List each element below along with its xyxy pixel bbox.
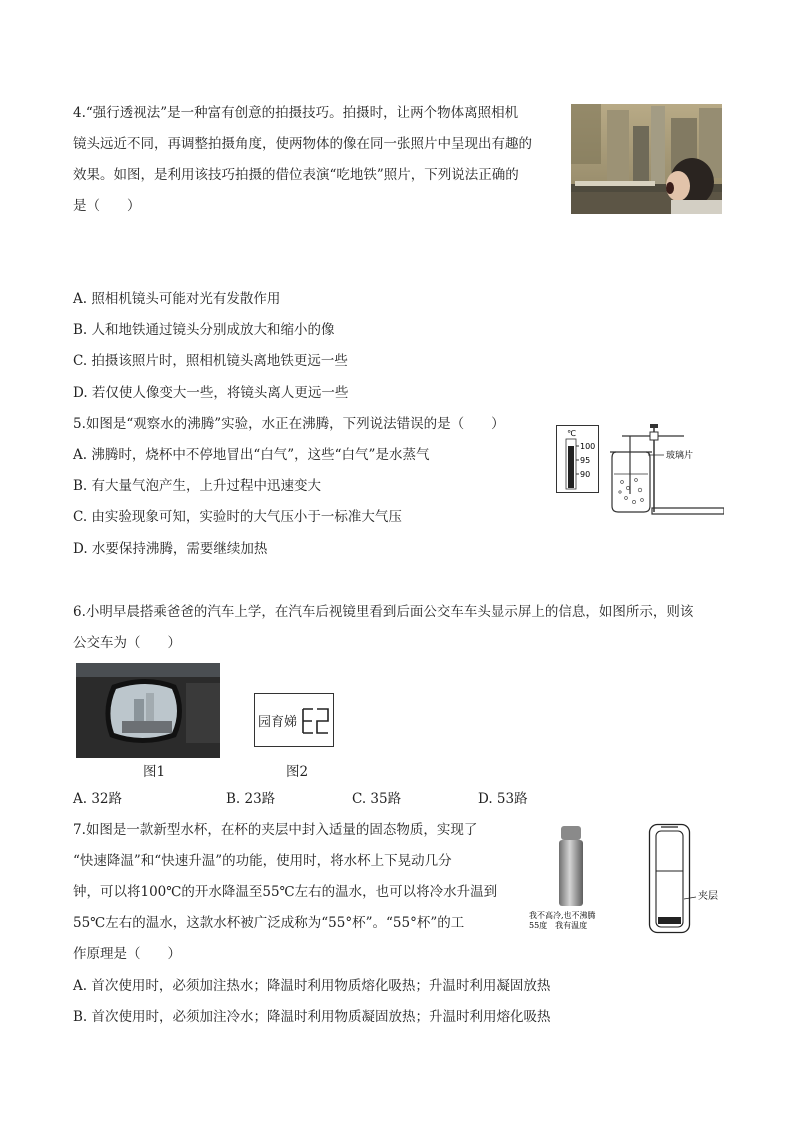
tick-90: 90 [580, 470, 591, 479]
tick-95: 95 [580, 456, 591, 465]
q5-option-a: A. 沸腾时，烧杯中不停地冒出“白气”，这些“白气”是水蒸气 [73, 447, 430, 463]
q4-stem-line-2: 镜头远近不同，再调整拍摄角度，使两物体的像在同一张照片中呈现出有趣的 [73, 136, 532, 152]
fig1-label: 图1 [143, 764, 166, 780]
layer-label: 夹层 [698, 891, 718, 902]
q5-stem: 5.如图是“观察水的沸腾”实验，水正在沸腾，下列说法错误的是（ ） [73, 416, 505, 432]
thermometer-unit: ℃ [567, 429, 576, 438]
q6-mirror-photo [76, 663, 220, 758]
q5-option-b: B. 有大量气泡产生，上升过程中迅速变大 [73, 478, 322, 494]
q7-stem-line-1: 7.如图是一款新型水杯，在杯的夹层中封入适量的固态物质，实现了 [73, 822, 478, 838]
q7-stem-line-3: 钟，可以将100℃的开水降温至55℃左右的温水，也可以将冷水升温到 [73, 884, 498, 900]
boiling-apparatus-figure [556, 422, 724, 516]
q4-option-c: C. 拍摄该照片时，照相机镜头离地铁更远一些 [73, 353, 348, 369]
q7-option-b: B. 首次使用时，必须加注冷水；降温时利用物质凝固放热；升温时利用熔化吸热 [73, 1009, 551, 1025]
cup-caption-2: 55度 我有温度 [529, 921, 588, 930]
q5-option-d: D. 水要保持沸腾，需要继续加热 [73, 541, 268, 557]
cup-cross-section-diagram [648, 823, 722, 935]
q4-option-a: A. 照相机镜头可能对光有发散作用 [73, 291, 281, 307]
q7-stem-line-5: 作原理是（ ） [73, 946, 181, 962]
q6-option-a: A. 32路 [73, 791, 123, 807]
q6-option-b: B. 23路 [226, 791, 276, 807]
q6-option-c: C. 35路 [352, 791, 402, 807]
glass-plate-label: 玻璃片 [666, 451, 694, 461]
bus-display-text: 园育娣 [258, 715, 298, 730]
q4-stem-line-1: 4.“强行透视法”是一种富有创意的拍摄技巧。拍摄时，让两个物体离照相机 [73, 105, 519, 121]
q4-stem-line-4: 是（ ） [73, 198, 141, 214]
q7-option-a: A. 首次使用时，必须加注热水；降温时利用物质熔化吸热；升温时利用凝固放热 [73, 978, 551, 994]
tick-100: 100 [580, 442, 596, 451]
fig2-label: 图2 [286, 764, 309, 780]
q6-stem-line-1: 6.小明早晨搭乘爸爸的汽车上学，在汽车后视镜里看到后面公交车车头显示屏上的信息，如图所示，则该 [73, 604, 694, 620]
cup-caption-1: 我不高冷,也不沸腾 [529, 911, 596, 920]
q4-photo [571, 104, 722, 214]
cup-photo [526, 822, 622, 932]
q7-stem-line-2: “快速降温”和“快速升温”的功能，使用时，将水杯上下晃动几分 [73, 853, 452, 869]
mirrored-digits-icon [301, 707, 331, 735]
q6-option-d: D. 53路 [478, 791, 528, 807]
bus-display-figure [254, 693, 334, 747]
q6-stem-line-2: 公交车为（ ） [73, 635, 181, 651]
q5-option-c: C. 由实验现象可知，实验时的大气压小于一标准大气压 [73, 509, 402, 525]
q4-option-d: D. 若仅使人像变大一些，将镜头离人更远一些 [73, 385, 349, 401]
q4-option-b: B. 人和地铁通过镜头分别成放大和缩小的像 [73, 322, 335, 338]
q7-stem-line-4: 55℃左右的温水，这款水杯被广泛成称为“55°杯”。“55°杯”的工 [73, 915, 465, 931]
q4-stem-line-3: 效果。如图，是利用该技巧拍摄的借位表演“吃地铁”照片，下列说法正确的 [73, 167, 519, 183]
